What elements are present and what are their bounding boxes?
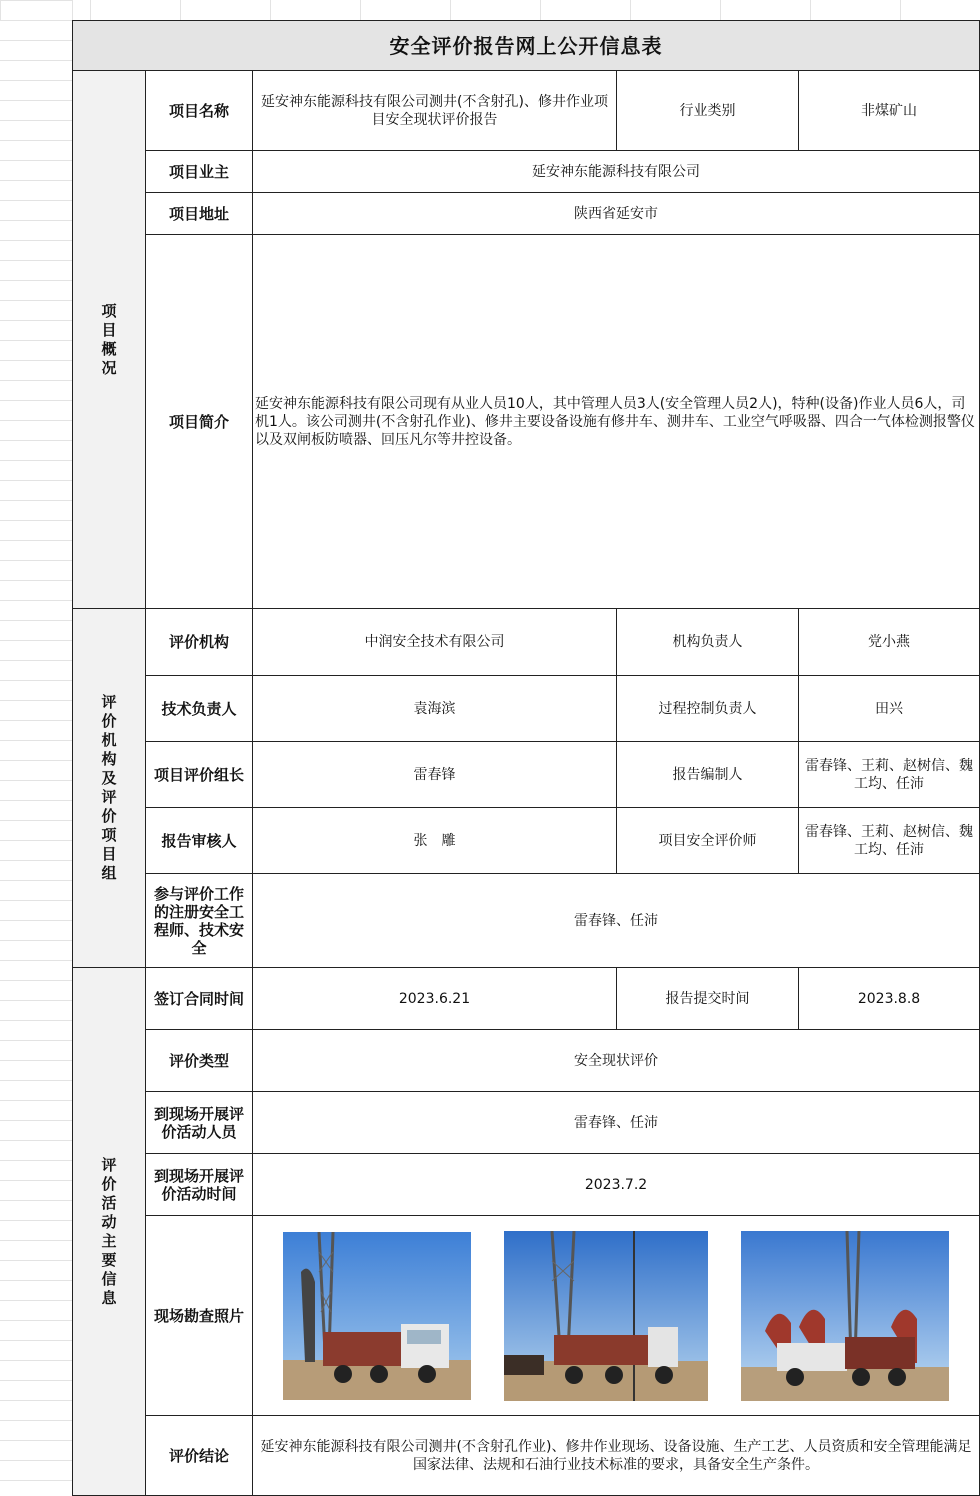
type-value: 安全现状评价 [253, 1030, 980, 1092]
address-value: 陕西省延安市 [253, 193, 980, 235]
tech-label: 技术负责人 [146, 676, 253, 742]
site-photo-1 [283, 1232, 471, 1400]
engineers-label: 参与评价工作的注册安全工程师、技术安全 [146, 874, 253, 968]
intro-value: 延安神东能源科技有限公司现有从业人员10人，其中管理人员3人(安全管理人员2人)，特种(设备)作业人员6人，司机1人。该公司测井(不含射孔作业)、修井主要设备设施有修井车、测井车、工业空气呼吸器、四合一气体检测报警仪以及双闸板防喷器、回压凡尔等井控设备。 [253, 235, 980, 609]
onsite-time-value: 2023.7.2 [253, 1154, 980, 1216]
writer-value: 雷春锋、王莉、赵树信、魏工均、任沛 [799, 742, 980, 808]
engineers-value: 雷春锋、任沛 [253, 874, 980, 968]
agency-value: 中润安全技术有限公司 [253, 609, 617, 676]
industry-label: 行业类别 [617, 71, 799, 151]
page-title: 安全评价报告网上公开信息表 [73, 21, 980, 71]
assessor-value: 雷春锋、王莉、赵树信、魏工均、任沛 [799, 808, 980, 874]
conclusion-value: 延安神东能源科技有限公司测井(不含射孔作业)、修井作业现场、设备设施、生产工艺、人员资质和安全管理能满足国家法律、法规和石油行业技术标准的要求，具备安全生产条件。 [253, 1416, 980, 1496]
section-org: 评价机构及评价项目组 [73, 609, 146, 968]
owner-label: 项目业主 [146, 151, 253, 193]
contract-label: 签订合同时间 [146, 968, 253, 1030]
contract-value: 2023.6.21 [253, 968, 617, 1030]
agency-label: 评价机构 [146, 609, 253, 676]
conclusion-label: 评价结论 [146, 1416, 253, 1496]
address-label: 项目地址 [146, 193, 253, 235]
onsite-people-value: 雷春锋、任沛 [253, 1092, 980, 1154]
reviewer-label: 报告审核人 [146, 808, 253, 874]
process-value: 田兴 [799, 676, 980, 742]
leader-label: 项目评价组长 [146, 742, 253, 808]
submit-value: 2023.8.8 [799, 968, 980, 1030]
onsite-people-label: 到现场开展评价活动人员 [146, 1092, 253, 1154]
reviewer-value: 张 雕 [253, 808, 617, 874]
section-overview: 项目概况 [73, 71, 146, 609]
industry-value: 非煤矿山 [799, 71, 980, 151]
photos-cell [253, 1216, 980, 1416]
site-photo-2 [504, 1231, 708, 1401]
project-name-value: 延安神东能源科技有限公司测井(不含射孔)、修井作业项目安全现状评价报告 [253, 71, 617, 151]
tech-value: 袁海滨 [253, 676, 617, 742]
info-table [72, 20, 980, 1496]
intro-label: 项目简介 [146, 235, 253, 609]
onsite-time-label: 到现场开展评价活动时间 [146, 1154, 253, 1216]
submit-label: 报告提交时间 [617, 968, 799, 1030]
leader-value: 雷春锋 [253, 742, 617, 808]
site-photo-3 [741, 1231, 949, 1401]
assessor-label: 项目安全评价师 [617, 808, 799, 874]
process-label: 过程控制负责人 [617, 676, 799, 742]
head-label: 机构负责人 [617, 609, 799, 676]
head-value: 党小燕 [799, 609, 980, 676]
photos-label: 现场勘查照片 [146, 1216, 253, 1416]
section-activity: 评价活动主要信息 [73, 968, 146, 1496]
project-name-label: 项目名称 [146, 71, 253, 151]
sheet-top-gridlines [0, 0, 980, 20]
type-label: 评价类型 [146, 1030, 253, 1092]
writer-label: 报告编制人 [617, 742, 799, 808]
owner-value: 延安神东能源科技有限公司 [253, 151, 980, 193]
sheet-gridlines [0, 0, 73, 1496]
